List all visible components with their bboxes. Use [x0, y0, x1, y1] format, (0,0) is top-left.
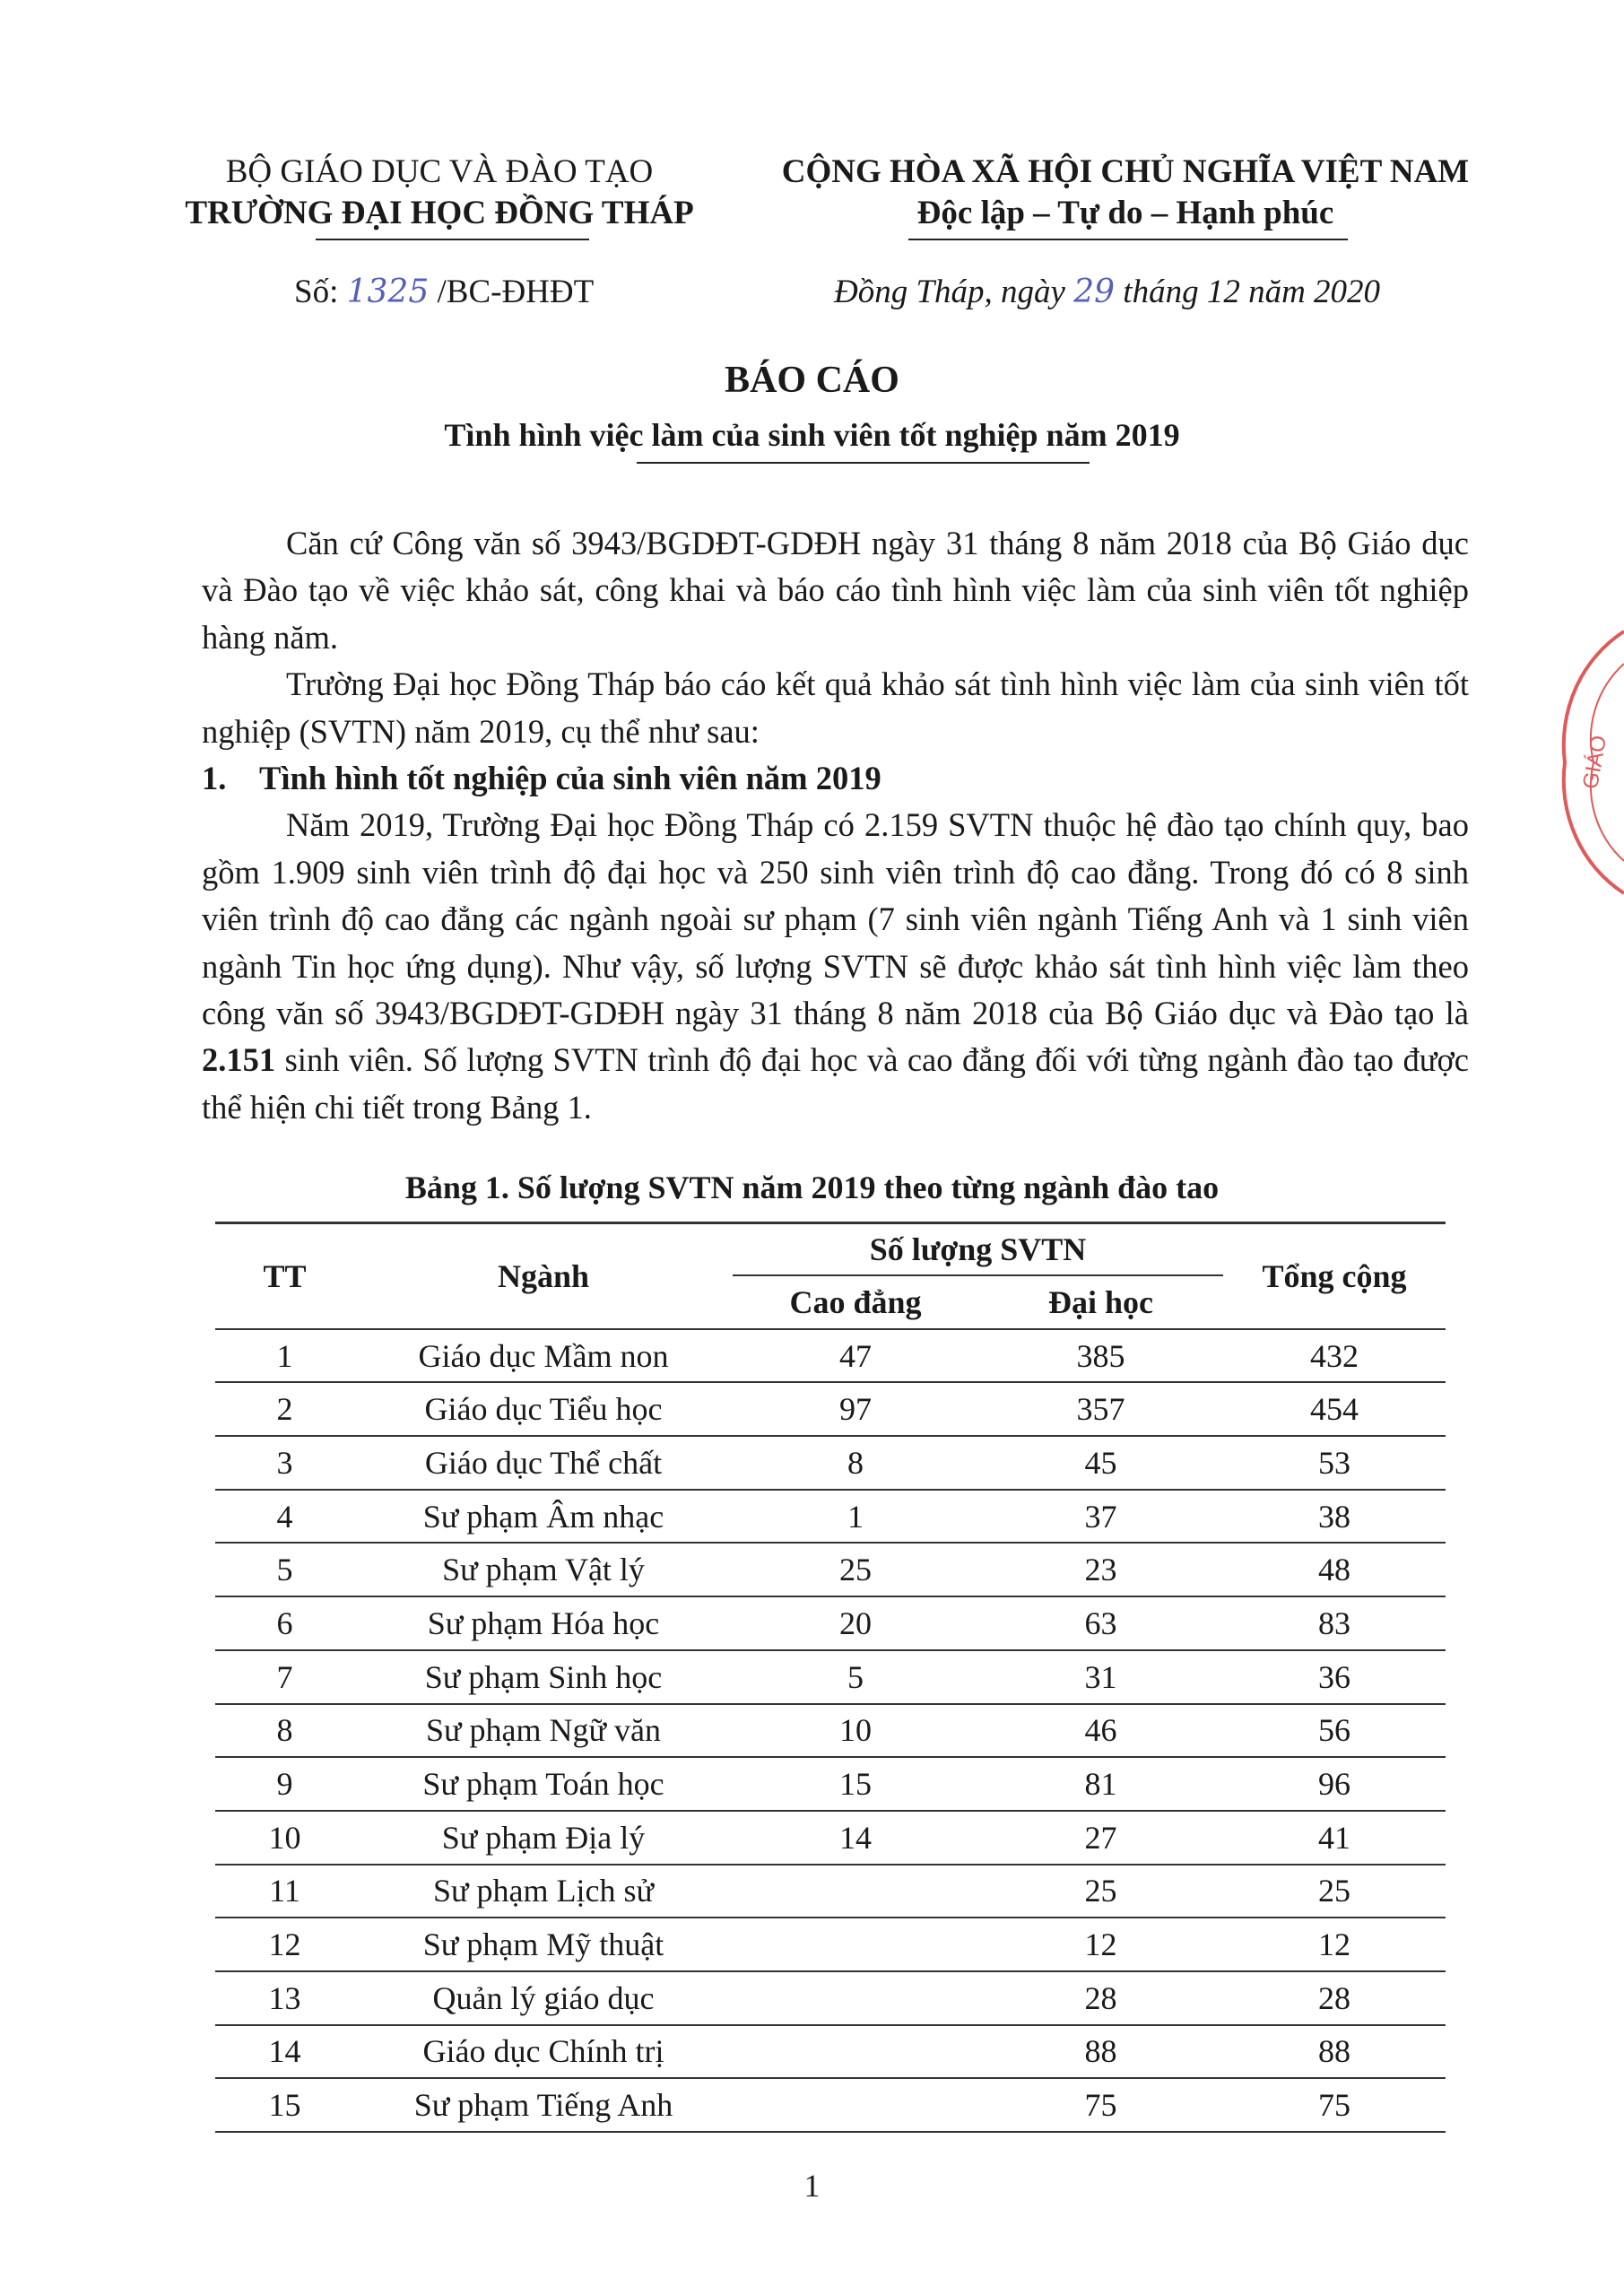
- country-name: CỘNG HÒA XÃ HỘI CHỦ NGHĨA VIỆT NAM: [781, 153, 1470, 190]
- date-suffix: tháng 12 năm 2020: [1123, 274, 1381, 310]
- cell-nganh: Sư phạm Ngữ văn: [354, 1704, 733, 1758]
- official-stamp: [1561, 628, 1624, 897]
- graduates-table: [215, 1222, 1446, 2133]
- cell-cao-dang: 14: [733, 1811, 978, 1865]
- cell-cao-dang: [733, 1971, 978, 2025]
- table-row: [215, 1865, 1446, 1918]
- cell-tt: 10: [215, 1811, 354, 1865]
- cell-tt: 13: [215, 1971, 354, 2025]
- cell-dai-hoc: 45: [978, 1436, 1223, 1490]
- header-tong: Tổng cộng: [1223, 1223, 1446, 1329]
- cell-nganh: Giáo dục Mầm non: [354, 1329, 733, 1383]
- cell-dai-hoc: 75: [978, 2078, 1223, 2132]
- cell-tong: 48: [1223, 1543, 1446, 1596]
- cell-nganh: Sư phạm Lịch sử: [354, 1865, 733, 1918]
- cell-cao-dang: 25: [733, 1543, 978, 1596]
- cell-cao-dang: [733, 2025, 978, 2079]
- table-row: [215, 1382, 1446, 1436]
- cell-tong: 38: [1223, 1490, 1446, 1544]
- cell-nganh: Sư phạm Vật lý: [354, 1543, 733, 1596]
- cell-tong: 28: [1223, 1971, 1446, 2025]
- cell-dai-hoc: 23: [978, 1543, 1223, 1596]
- table-row: [215, 1971, 1446, 2025]
- cell-tong: 25: [1223, 1865, 1446, 1918]
- handwritten-number: 1325: [346, 274, 430, 310]
- table-row: [215, 1543, 1446, 1596]
- cell-cao-dang: 10: [733, 1704, 978, 1758]
- cell-tt: 1: [215, 1329, 354, 1383]
- cell-cao-dang: 1: [733, 1490, 978, 1544]
- cell-tong: 83: [1223, 1596, 1446, 1650]
- paragraph: Trường Đại học Đồng Tháp báo cáo kết quả khảo sát tình hình việc làm của sinh viên tốt nghiệp (SVTN) năm 2019, cụ thể như sau:: [202, 665, 1469, 750]
- table-caption: Bảng 1. Số lượng SVTN năm 2019 theo từng ngành đào tao: [404, 1170, 1220, 1205]
- cell-dai-hoc: 385: [978, 1329, 1223, 1383]
- cell-dai-hoc: 28: [978, 1971, 1223, 2025]
- cell-dai-hoc: 27: [978, 1811, 1223, 1865]
- cell-dai-hoc: 31: [978, 1650, 1223, 1704]
- cell-nganh: Quản lý giáo dục: [354, 1971, 733, 2025]
- cell-tt: 8: [215, 1704, 354, 1758]
- table-row: [215, 1329, 1446, 1383]
- cell-nganh: Sư phạm Tiếng Anh: [354, 2078, 733, 2132]
- cell-tt: 3: [215, 1436, 354, 1490]
- header-cao-dang: Cao đẳng: [733, 1275, 978, 1329]
- cell-tt: 14: [215, 2025, 354, 2079]
- cell-nganh: Giáo dục Tiểu học: [354, 1382, 733, 1436]
- header-nganh: Ngành: [354, 1223, 733, 1329]
- cell-tong: 56: [1223, 1704, 1446, 1758]
- cell-nganh: Sư phạm Hóa học: [354, 1596, 733, 1650]
- cell-nganh: Sư phạm Âm nhạc: [354, 1490, 733, 1544]
- cell-cao-dang: [733, 2078, 978, 2132]
- table-row: [215, 1436, 1446, 1490]
- ministry-name: BỘ GIÁO DỤC VÀ ĐÀO TẠO: [225, 153, 654, 190]
- cell-dai-hoc: 81: [978, 1757, 1223, 1811]
- header-tt: TT: [215, 1223, 354, 1329]
- cell-nganh: Sư phạm Sinh học: [354, 1650, 733, 1704]
- number-suffix: /BC-ĐHĐT: [437, 274, 595, 310]
- page-number: 1: [803, 2168, 821, 2204]
- cell-tong: 36: [1223, 1650, 1446, 1704]
- divider: [316, 239, 589, 240]
- cell-nganh: Sư phạm Địa lý: [354, 1811, 733, 1865]
- header-group: Số lượng SVTN: [733, 1223, 1223, 1276]
- intro-paragraphs: [202, 520, 1469, 1131]
- cell-tong: 454: [1223, 1382, 1446, 1436]
- section-paragraph: Năm 2019, Trường Đại học Đồng Tháp có 2.159 SVTN thuộc hệ đào tạo chính quy, bao gồm 1.909 sinh viên trình độ đại học và 250 sinh viên trình độ cao đẳng. Trong đó có 8 sinh viên trình độ cao đẳng các ngành ngoài sư phạm (7 sinh viên ngành Tiếng Anh và 1 sinh viên ngành Tin học ứng dụng). Như vậy, số lượng SVTN sẽ được khảo sát tình hình việc làm theo công văn số 3943/BGDĐT-GDĐH ngày 31 tháng 8 năm 2018 của Bộ Giáo dục và Đào tạo là 2.151 sinh viên. Số lượng SVTN trình độ đại học và cao đẳng đối với từng ngành đào tạo được thể hiện chi tiết trong Bảng 1.: [202, 806, 1469, 1126]
- cell-tt: 15: [215, 2078, 354, 2132]
- table-row: [215, 1596, 1446, 1650]
- cell-tt: 6: [215, 1596, 354, 1650]
- cell-dai-hoc: 63: [978, 1596, 1223, 1650]
- stamp-text: GIÁO: [1578, 734, 1612, 791]
- handwritten-day: 29: [1073, 274, 1116, 310]
- cell-tt: 7: [215, 1650, 354, 1704]
- cell-tong: 41: [1223, 1811, 1446, 1865]
- table-row: [215, 1704, 1446, 1758]
- section-heading: [202, 755, 1469, 802]
- table-row: [215, 1811, 1446, 1865]
- report-subtitle: Tình hình việc làm của sinh viên tốt nghiệp năm 2019: [444, 417, 1180, 453]
- cell-cao-dang: 47: [733, 1329, 978, 1383]
- header-dai-hoc: Đại học: [978, 1275, 1223, 1329]
- cell-tong: 53: [1223, 1436, 1446, 1490]
- cell-nganh: Giáo dục Thể chất: [354, 1436, 733, 1490]
- cell-nganh: Sư phạm Mỹ thuật: [354, 1918, 733, 1971]
- cell-dai-hoc: 37: [978, 1490, 1223, 1544]
- divider: [908, 239, 1348, 240]
- table-row: [215, 1918, 1446, 1971]
- cell-cao-dang: 15: [733, 1757, 978, 1811]
- table-row: [215, 2078, 1446, 2132]
- cell-tong: 75: [1223, 2078, 1446, 2132]
- cell-dai-hoc: 12: [978, 1918, 1223, 1971]
- cell-tt: 9: [215, 1757, 354, 1811]
- cell-tt: 12: [215, 1918, 354, 1971]
- cell-tong: 96: [1223, 1757, 1446, 1811]
- document-number: [294, 273, 594, 311]
- cell-tt: 4: [215, 1490, 354, 1544]
- cell-dai-hoc: 25: [978, 1865, 1223, 1918]
- cell-dai-hoc: 46: [978, 1704, 1223, 1758]
- motto: Độc lập – Tự do – Hạnh phúc: [916, 195, 1334, 231]
- table-row: [215, 1490, 1446, 1544]
- divider: [637, 462, 1090, 464]
- report-title: BÁO CÁO: [725, 360, 899, 401]
- cell-tong: 12: [1223, 1918, 1446, 1971]
- paragraph: Căn cứ Công văn số 3943/BGDĐT-GDĐH ngày 31 tháng 8 năm 2018 của Bộ Giáo dục và Đào tạo về việc khảo sát, công khai và báo cáo tình hình việc làm của sinh viên tốt nghiệp hàng năm.: [202, 525, 1469, 656]
- document-date: [834, 273, 1380, 311]
- cell-tong: 88: [1223, 2025, 1446, 2079]
- cell-tt: 5: [215, 1543, 354, 1596]
- cell-dai-hoc: 88: [978, 2025, 1223, 2079]
- cell-cao-dang: [733, 1918, 978, 1971]
- cell-cao-dang: 5: [733, 1650, 978, 1704]
- cell-tt: 11: [215, 1865, 354, 1918]
- number-label: Số:: [294, 274, 339, 310]
- table-row: [215, 1757, 1446, 1811]
- cell-cao-dang: [733, 1865, 978, 1918]
- cell-nganh: Sư phạm Toán học: [354, 1757, 733, 1811]
- section-number: 1.: [202, 760, 227, 797]
- cell-dai-hoc: 357: [978, 1382, 1223, 1436]
- cell-cao-dang: 97: [733, 1382, 978, 1436]
- date-prefix: Đồng Tháp, ngày: [834, 274, 1065, 310]
- table-row: [215, 2025, 1446, 2079]
- cell-tong: 432: [1223, 1329, 1446, 1383]
- table-row: [215, 1650, 1446, 1704]
- cell-cao-dang: 20: [733, 1596, 978, 1650]
- cell-nganh: Giáo dục Chính trị: [354, 2025, 733, 2079]
- section-title: Tình hình tốt nghiệp của sinh viên năm 2019: [259, 760, 881, 797]
- cell-tt: 2: [215, 1382, 354, 1436]
- cell-cao-dang: 8: [733, 1436, 978, 1490]
- university-name: TRƯỜNG ĐẠI HỌC ĐỒNG THÁP: [185, 195, 694, 231]
